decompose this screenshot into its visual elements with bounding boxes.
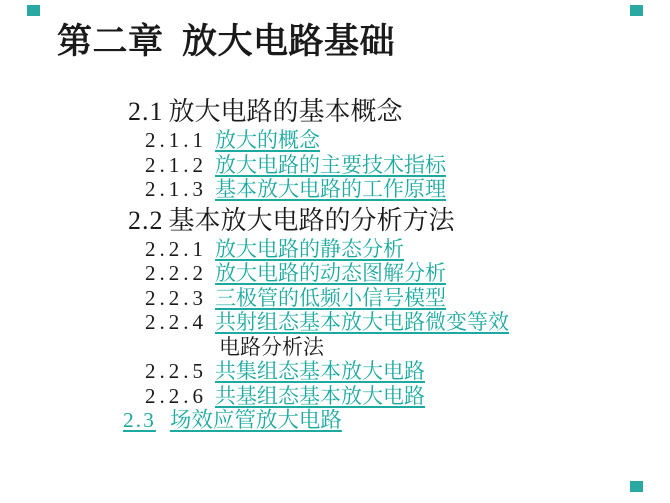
toc-link-label: 场效应管放大电路 (169, 408, 342, 432)
item-number: 2.2.5 (145, 359, 207, 383)
item-number: 2.3 (123, 408, 156, 432)
item-number: 2.1.1 (145, 128, 207, 152)
corner-accent-square-bottom-right (630, 481, 643, 492)
item-number: 2.2.4 (145, 310, 207, 334)
section-number: 2.2 (128, 205, 164, 235)
toc-item-2-2-5 (0, 359, 670, 384)
toc-link-2-1-1[interactable]: 放大的概念 (215, 128, 320, 152)
toc-item-2-2-6 (0, 384, 670, 409)
toc-link-2-2-4[interactable]: 共射组态基本放大电路微变等效 (215, 310, 509, 334)
toc-link-2-1-2[interactable]: 放大电路的主要技术指标 (215, 152, 446, 177)
slide-title: 第二章 放大电路基础 (57, 22, 396, 61)
table-of-contents (0, 96, 670, 433)
corner-accent-square-top-right (630, 5, 643, 16)
item-number: 2.2.2 (145, 261, 207, 285)
toc-item-2-2-1 (0, 237, 670, 262)
toc-item-2-1-3 (0, 177, 670, 202)
corner-accent-square-top-left (27, 5, 40, 16)
toc-link-2-2-3[interactable]: 三极管的低频小信号模型 (215, 285, 446, 310)
item-number: 2.2.6 (145, 383, 207, 408)
toc-item-2-2-4-continuation (0, 335, 670, 360)
toc-link-2-2-5[interactable]: 共集组态基本放大电路 (215, 359, 425, 383)
toc-link-2-3-text (123, 408, 342, 432)
toc-link-2-3[interactable] (0, 408, 670, 433)
item-number: 2.2.1 (145, 236, 207, 261)
item-number: 2.1.2 (145, 152, 207, 177)
section-heading-text: 放大电路的基本概念 (168, 97, 403, 126)
item-number: 2.2.3 (145, 285, 207, 310)
toc-item-2-1-2 (0, 153, 670, 178)
toc-link-2-2-2[interactable]: 放大电路的动态图解分析 (215, 261, 446, 285)
toc-item-2-2-4 (0, 310, 670, 335)
toc-link-2-2-1[interactable]: 放大电路的静态分析 (215, 236, 404, 261)
toc-item-2-2-2 (0, 261, 670, 286)
section-number: 2.1 (128, 97, 164, 126)
toc-item-2-2-3 (0, 286, 670, 311)
continuation-text: 电路分析法 (219, 334, 324, 359)
toc-link-2-2-6[interactable]: 共基组态基本放大电路 (215, 383, 425, 408)
section-heading-2-1 (0, 96, 670, 128)
section-heading-2-2 (0, 205, 670, 237)
section-heading-text: 基本放大电路的分析方法 (168, 205, 455, 235)
toc-link-2-1-3[interactable]: 基本放大电路的工作原理 (215, 177, 446, 201)
item-number: 2.1.3 (145, 177, 207, 201)
toc-item-2-1-1 (0, 128, 670, 153)
